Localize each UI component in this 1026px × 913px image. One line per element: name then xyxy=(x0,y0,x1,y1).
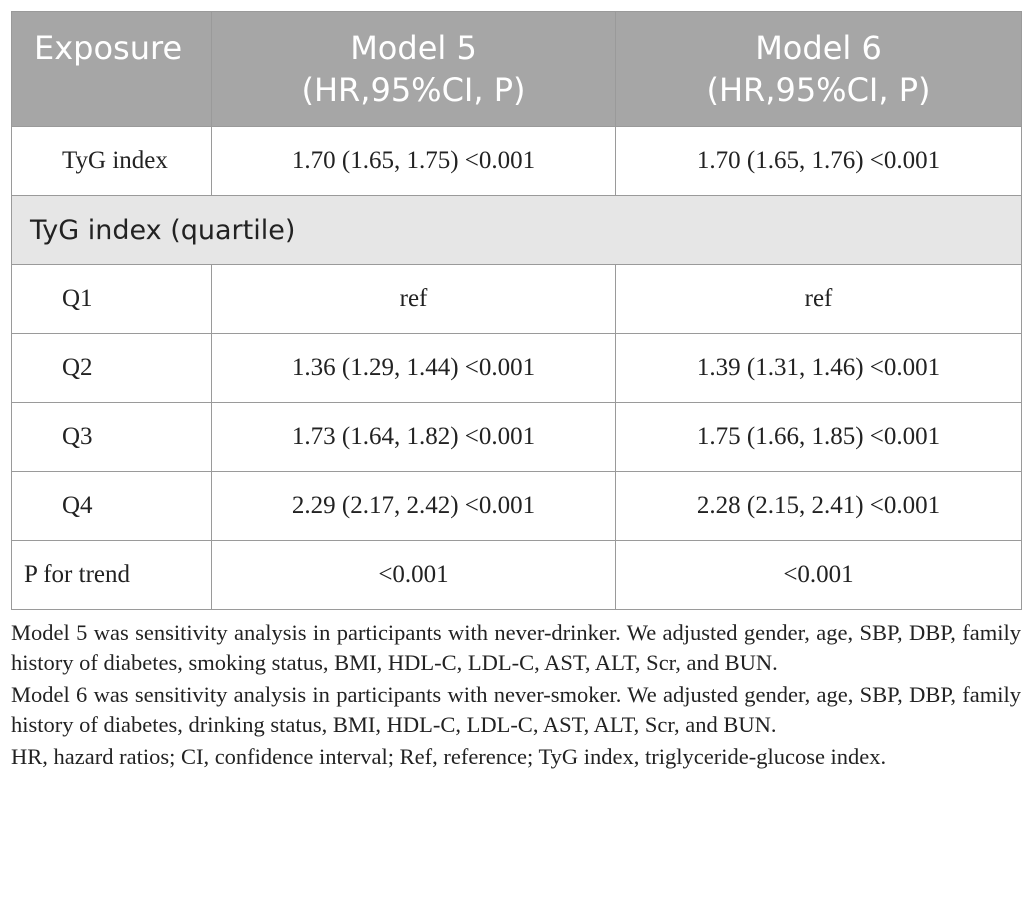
row-label: Q3 xyxy=(12,403,212,472)
header-model-6-title: Model 6 xyxy=(755,29,882,67)
table-footnotes xyxy=(11,618,1021,772)
footnote-model-5: Model 5 was sensitivity analysis in participants with never-drinker. We adjusted gender, age, SBP, DBP, family history of diabetes, smoking status, BMI, HDL-C, LDL-C, AST, ALT, Scr, and BUN. xyxy=(11,620,1021,675)
model-6-value: 1.70 (1.65, 1.76) <0.001 xyxy=(616,127,1022,196)
header-model-6 xyxy=(616,12,1022,127)
header-model-5-title: Model 5 xyxy=(350,29,477,67)
table-row xyxy=(12,541,1022,610)
footnote-abbreviations: HR, hazard ratios; CI, confidence interval; Ref, reference; TyG index, triglyceride-glucose index. xyxy=(11,744,887,769)
row-label: Q4 xyxy=(12,472,212,541)
model-5-value: <0.001 xyxy=(212,541,616,610)
row-label: Q1 xyxy=(12,265,212,334)
model-5-value: ref xyxy=(212,265,616,334)
results-table-container xyxy=(11,11,1021,774)
table-header-row xyxy=(12,12,1022,127)
model-5-value: 1.70 (1.65, 1.75) <0.001 xyxy=(212,127,616,196)
footnote-model-6: Model 6 was sensitivity analysis in participants with never-smoker. We adjusted gender, age, SBP, DBP, family history of diabetes, drinking status, BMI, HDL-C, LDL-C, AST, ALT, Scr, and BUN. xyxy=(11,682,1021,737)
model-5-value: 1.36 (1.29, 1.44) <0.001 xyxy=(212,334,616,403)
model-6-value: <0.001 xyxy=(616,541,1022,610)
header-model-6-subtitle: (HR,95%CI, P) xyxy=(706,71,931,109)
row-label: P for trend xyxy=(12,541,212,610)
model-6-value: 1.75 (1.66, 1.85) <0.001 xyxy=(616,403,1022,472)
model-5-value: 1.73 (1.64, 1.82) <0.001 xyxy=(212,403,616,472)
table-row xyxy=(12,472,1022,541)
table-row xyxy=(12,265,1022,334)
model-6-value: ref xyxy=(616,265,1022,334)
table-row xyxy=(12,127,1022,196)
table-row xyxy=(12,334,1022,403)
row-label: TyG index xyxy=(12,127,212,196)
model-6-value: 1.39 (1.31, 1.46) <0.001 xyxy=(616,334,1022,403)
header-exposure: Exposure xyxy=(12,12,212,127)
header-model-5 xyxy=(212,12,616,127)
hazard-ratio-table xyxy=(11,11,1022,610)
row-label: Q2 xyxy=(12,334,212,403)
model-6-value: 2.28 (2.15, 2.41) <0.001 xyxy=(616,472,1022,541)
section-title: TyG index (quartile) xyxy=(12,196,1022,265)
section-row xyxy=(12,196,1022,265)
header-model-5-subtitle: (HR,95%CI, P) xyxy=(301,71,526,109)
table-row xyxy=(12,403,1022,472)
model-5-value: 2.29 (2.17, 2.42) <0.001 xyxy=(212,472,616,541)
